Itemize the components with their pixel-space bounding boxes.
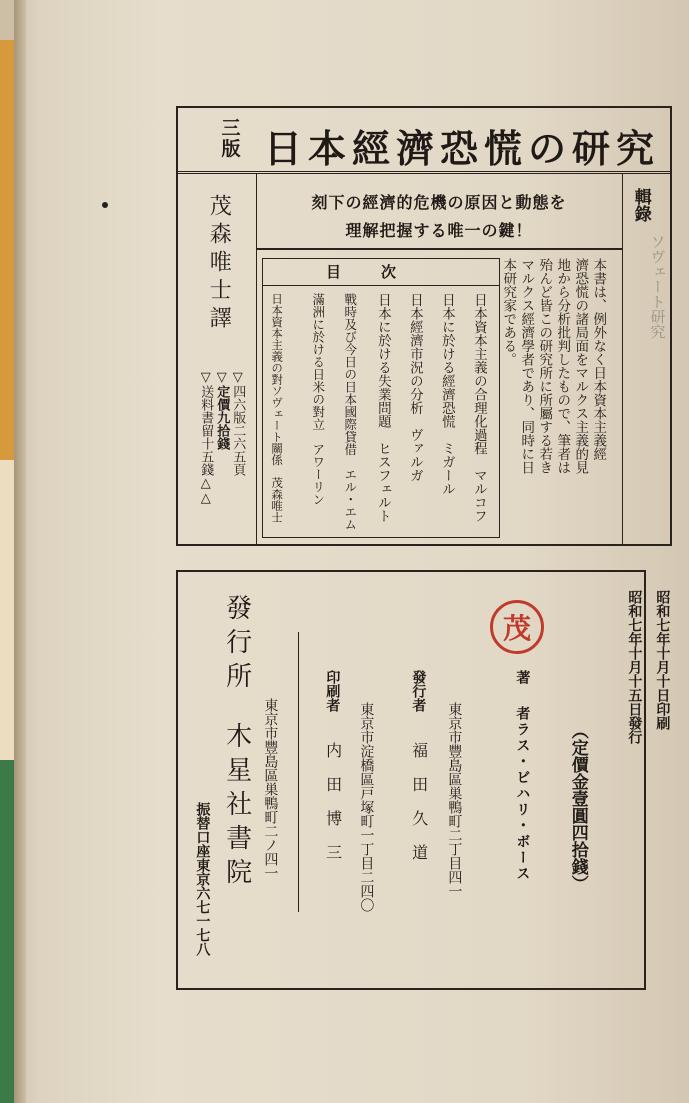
toc-item: 日本に於ける失業問題 ヒスフェルト xyxy=(374,293,391,523)
toc-item: 戰時及び今日の日本國際貸借 エル・エム xyxy=(342,293,358,531)
publishing-house-name: 木星社書院 xyxy=(221,722,252,892)
ad-title-row xyxy=(178,108,670,174)
ad-slogan xyxy=(256,178,622,250)
ad-edition-label: 三版 xyxy=(221,117,241,160)
printer-name: 内田博三 xyxy=(323,742,343,878)
publisher-address: 東京市豐島區巣鴨町二丁目四一 xyxy=(446,702,463,898)
toc-heading: 目次 xyxy=(263,259,499,286)
ad-description-line: 殆んど皆この研究所に所屬する若き xyxy=(536,258,553,474)
cover-green-strip xyxy=(0,760,14,1103)
toc-item: 日本資本主義の合理化過程 マルコフ xyxy=(470,293,487,523)
ad-description-line: 濟恐慌の諸局面をマルクス主義的見 xyxy=(572,258,589,474)
toc-item: 日本に於ける經濟恐慌 ミガール xyxy=(438,293,455,496)
ad-slogan-line-1: 刻下の經濟的危機の原因と動態を xyxy=(311,193,567,212)
ink-dot xyxy=(102,202,108,208)
ad-description-line: マルクス經濟學者であり、同時に日 xyxy=(518,258,535,474)
book-advertisement xyxy=(176,106,672,546)
toc-item: 日本經濟市況の分析 ヴァルガ xyxy=(406,293,423,482)
ad-book-title: 日本經濟恐慌の研究 xyxy=(264,126,661,171)
ad-right-faded-text: ソヴェート研究 xyxy=(648,234,667,339)
ad-translator: 茂森唯士譯 xyxy=(206,194,232,334)
ad-description-line: 地から分析批判したもので、筆者は xyxy=(554,258,571,474)
ad-main-section xyxy=(256,174,622,544)
publisher-name: 福田久道 xyxy=(409,742,429,878)
ad-translator-column xyxy=(178,174,257,544)
author-seal-stamp: 茂 xyxy=(490,600,544,654)
issue-date: 昭和七年十月十五日發行 xyxy=(626,590,643,744)
ad-description-line: 本書は、例外なく日本資本主義經 xyxy=(590,258,607,461)
cover-orange-strip xyxy=(0,40,14,460)
publishing-house-section xyxy=(178,572,308,988)
page-gutter xyxy=(14,0,26,1103)
ad-right-label: 輯錄 xyxy=(630,188,651,222)
ad-spec-format: ▽四六版二六五頁 xyxy=(230,370,246,476)
author-name: ラス・ビハリ・ボース xyxy=(514,722,531,882)
ad-spec-price: ▽定價九拾錢 xyxy=(214,370,230,450)
colophon-divider xyxy=(298,632,299,912)
print-date: 昭和七年十月十日印刷 xyxy=(654,590,671,730)
ad-table-of-contents xyxy=(262,258,500,538)
author-label: 著 者 xyxy=(514,670,531,724)
publishing-house-address: 東京市豐島區巣鴨町二ノ四一 xyxy=(262,698,279,880)
transfer-account: 振替口座東京六七一七八 xyxy=(194,802,211,956)
publisher-label: 發行者 xyxy=(410,670,427,712)
ad-spec-postage: ▽送料書留十五錢△△ xyxy=(198,370,214,506)
ad-description-line: 本研究家である。 xyxy=(500,258,517,366)
printer-address: 東京市淀橋區戸塚町一丁目二四〇 xyxy=(358,702,375,912)
ad-slogan-line-2: 理解把握する唯一の鍵！ xyxy=(345,221,533,240)
printer-label: 印刷者 xyxy=(324,670,341,712)
toc-item: 滿洲に於ける日米の對立 アワーリン xyxy=(310,293,326,506)
ad-right-column xyxy=(622,174,671,544)
colophon-box xyxy=(176,570,646,990)
publishing-house-label: 發行所 xyxy=(221,594,252,696)
cover-cream-strip xyxy=(0,460,14,760)
book-price: （定價金壹圓四拾錢） xyxy=(567,722,588,892)
toc-item: 日本資本主義の對ソヴェート關係 茂森唯士 xyxy=(270,293,285,523)
